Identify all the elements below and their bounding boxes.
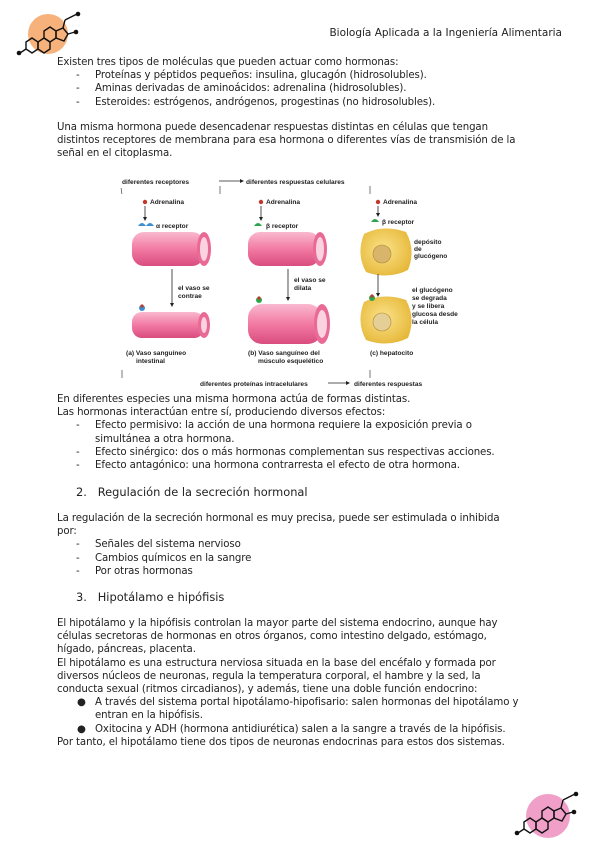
text-line: Por tanto, el hipotálamo tiene dos tipos de neuronas endocrinas para estos dos sistemas. [57,736,505,748]
text-line: El hipotálamo es una estructura nerviosa situada en la base del encéfalo y formada por [57,657,496,669]
steroid-molecule-icon [508,776,588,842]
text-line: La regulación de la secreción hormonal es muy precisa, puede ser estimulada o inhibida [57,513,500,524]
vessel-dilated [248,304,322,344]
list-item: - Aminas derivadas de aminoácidos: adrenalina (hidrosolubles). [57,82,557,95]
page-header [329,27,562,39]
text-line: diversos núcleos de neuronas, regula la temperatura corporal, el hambre y la sed, la [57,670,481,682]
alpha-receptor-icon [138,223,154,226]
list-item: - Cambios químicos en la sangre [57,552,557,565]
adrenaline-icon [376,200,380,204]
label-different-receptors: diferentes receptores [122,179,190,186]
text-line: por: [57,526,77,538]
list-item: - Efecto antagónico: una hormona contrarresta el efecto de otra hormona. [57,459,557,472]
text-line: Una misma hormona puede desencadenar respuestas distintas en células que tengan [57,122,488,133]
label-effect-c: glucosa desde [412,311,458,318]
label-effect-b: el vaso se [294,277,326,284]
list-item: - Esteroides: estrógenos, andrógenos, progestinas (no hidrosolubles). [57,96,557,109]
list-item: - Proteínas y péptidos pequeños: insulina, glucagón (hidrosolubles). [57,69,557,82]
header-title: Biología Aplicada a la Ingeniería Alimentaria [329,27,562,39]
bullet-item: ● A través del sistema portal hipotálamo-hipofisario: salen hormonas del hipotálamo y entran en la hipófisis. [77,697,519,722]
text-line: señal en el citoplasma. [57,148,173,160]
section-heading-regulation: 2. Regulación de la secreción hormonal [76,485,308,499]
text-line: hígado, páncreas, placenta. [57,644,196,656]
caption-a: intestinal [136,358,165,365]
text-line: En diferentes especies una misma hormona actúa de formas distintas. [57,394,411,405]
list-item: - Por otras hormonas [57,565,557,578]
caption-b: (b) Vaso sanguíneo del [248,350,320,357]
label-adrenaline-a: Adrenalina [150,199,185,206]
label-effect-a: el vaso se [178,285,210,292]
caption-a: (a) Vaso sanguíneo [126,350,187,357]
section2-body [57,512,557,578]
hormone-response-figure [120,174,480,392]
label-effect-b: dilata [294,285,312,292]
section3-body [57,617,557,749]
adrenaline-icon [143,200,147,204]
paragraph-receptors [57,121,557,161]
vessel-contracted [132,312,204,338]
label-glycogen: glucógeno [414,253,448,260]
intro-lead: Existen tres tipos de moléculas que pueden actuar como hormonas: [57,57,399,68]
vessel-muscle-top [248,232,320,266]
label-glycogen: de [414,246,422,253]
text-line: células secretoras de hormonas en otros órganos, como intestino delgado, estómago, [57,631,487,643]
label-receptor-b: β receptor [266,223,299,230]
label-adrenaline-b: Adrenalina [266,199,301,206]
bullet-item: ● Oxitocina y ADH (hormona antidiurética) salen a la sangre a través de la hipófisis. [77,723,506,735]
label-receptor-a: α receptor [156,223,189,230]
section-heading-hypothalamus: 3. Hipotálamo e hipófisis [76,590,225,604]
label-effect-c: se degrada [412,295,447,302]
bullet-icon: ● [77,723,86,735]
beta-receptor-icon [254,223,262,226]
label-glycogen: depósito [414,239,442,246]
list-item: - Efecto sinérgico: dos o más hormonas complementan sus respectivas acciones. [57,446,557,459]
adrenaline-icon [259,200,263,204]
list-item: - Señales del sistema nervioso [57,538,557,551]
label-effect-a: contrae [178,293,202,300]
text-line: Las hormonas interactúan entre sí, produciendo diversos efectos: [57,407,386,419]
label-receptor-c: β receptor [382,219,415,226]
label-effect-c: la célula [412,319,439,326]
beta-receptor-icon [371,219,379,222]
text-line: El hipotálamo y la hipófisis controlan la mayor parte del sistema endocrino, aunque hay [57,618,498,629]
label-different-responses-bottom: diferentes respuestas [354,381,423,388]
label-different-proteins: diferentes proteínas intracelulares [200,381,308,388]
paragraph-species [57,393,557,472]
bullet-icon: ● [77,697,86,709]
label-effect-c: el glucógeno [412,287,453,294]
caption-c: (c) hepatocito [370,350,414,357]
list-item: - Efecto permisivo: la acción de una hormona requiere la exposición previa o simultánea a otra hormona. [57,419,557,445]
label-adrenaline-c: Adrenalina [383,199,418,206]
intro-block [57,56,557,109]
caption-b: músculo esquelético [258,358,324,365]
vessel-intestinal-top [132,232,204,266]
label-different-responses: diferentes respuestas celulares [246,179,345,186]
text-line: distintos receptores de membrana para esa hormona o diferentes vías de transmisión de la [57,135,516,147]
text-line: conducta sexual (ritmos circadianos), y además, tiene una doble función endocrino: [57,684,478,696]
label-effect-c: y se libera [412,303,445,310]
